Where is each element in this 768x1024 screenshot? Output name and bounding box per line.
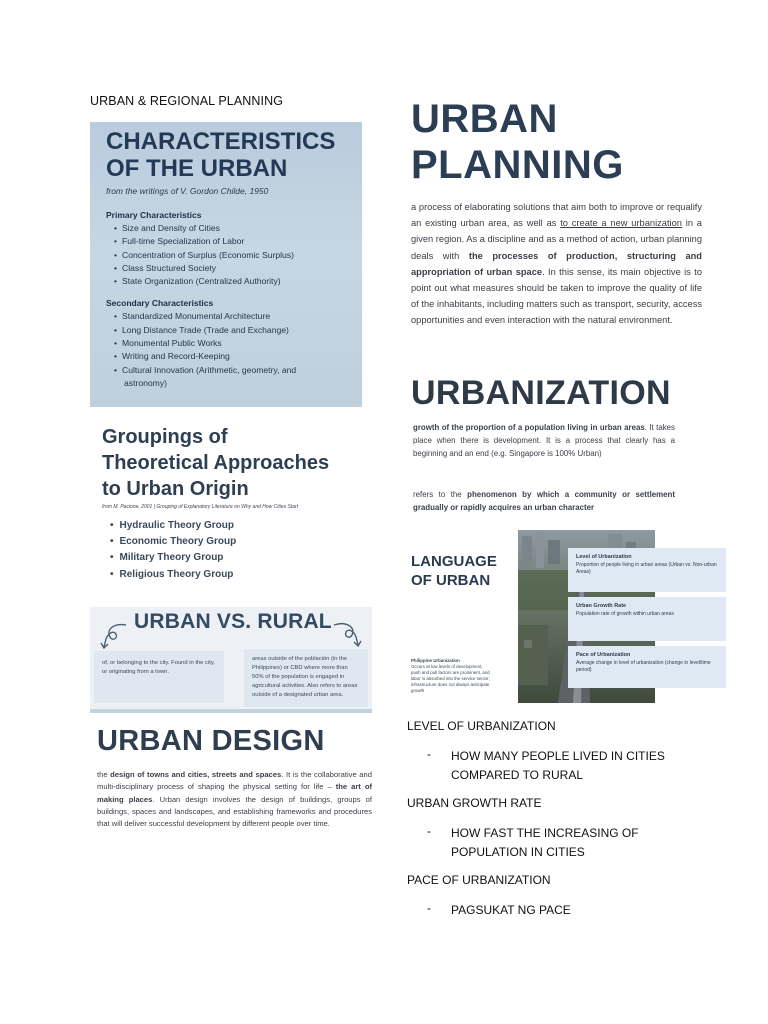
urban-definition: of, or belonging to the city. Found in the city, or originating from a town. <box>94 651 224 703</box>
language-of-urban-card <box>405 530 726 703</box>
urban-vs-rural-title: URBAN VS. RURAL <box>134 610 332 633</box>
urban-design-body: the design of towns and cities, streets and spaces. It is the collaborative and multi-disciplinary process of shaping the physical setting for life – the art of making places. Urban design involves the design of buildings, groups of buildings, spaces and landscapes, and establishing frameworks and procedures that will deliver successful development by different people over time. <box>97 770 372 829</box>
groupings-list <box>102 518 372 583</box>
characteristics-title: CHARACTERISTICS OF THE URBAN <box>106 128 336 182</box>
list-item: • Concentration of Surplus (Economic Surplus) <box>114 249 350 262</box>
urban-vs-rural-card <box>90 607 372 713</box>
level-of-urbanization-card: Level of Urbanization Proportion of people living in urban areas (Urban vs. Non-urban Areas) <box>568 548 726 592</box>
groupings-citation: from M. Pacione, 2001 | Grouping of Explanatory Literature on Why and How Cities Start <box>102 504 299 510</box>
list-item: • Monumental Public Works <box>114 337 350 350</box>
dash-bullet: - <box>427 747 431 761</box>
list-item: • Cultural Innovation (Arithmetic, geometry, and astronomy) <box>114 364 350 391</box>
list-item: • State Organization (Centralized Authority) <box>114 275 350 288</box>
note-text: PAGSUKAT NG PACE <box>451 903 571 917</box>
dash-bullet: - <box>427 901 431 915</box>
curl-arrow-right-icon <box>330 619 364 649</box>
notes-section <box>407 718 737 930</box>
urban-design-title: URBAN DESIGN <box>97 725 325 757</box>
note-item <box>407 824 737 862</box>
urbanization-title: URBANIZATION <box>411 374 671 412</box>
divider <box>90 709 372 713</box>
note-text: HOW MANY PEOPLE LIVED IN CITIES COMPARED TO RURAL <box>451 749 665 782</box>
primary-heading: Primary Characteristics <box>106 210 202 220</box>
note-text: HOW FAST THE INCREASING OF POPULATION IN CITIES <box>451 826 639 859</box>
list-item: • Size and Density of Cities <box>114 222 350 235</box>
rural-definition: areas outside of the población (in the Philippines) or CBD where more than 50% of the population is engaged in agricultural activities. Also refers to areas outside of a designated urban area. <box>244 649 368 707</box>
primary-list <box>106 222 350 288</box>
note-item <box>407 901 737 920</box>
list-item: • Class Structured Society <box>114 262 350 275</box>
secondary-heading: Secondary Characteristics <box>106 298 214 309</box>
list-item: • Religious Theory Group <box>110 567 372 583</box>
list-item: • Long Distance Trade (Trade and Exchange) <box>114 324 350 337</box>
groupings-title: Groupings of Theoretical Approaches to Urban Origin <box>102 426 330 500</box>
philippine-urbanization-note: Philippine Urbanization Occurs at low levels of development, push and pull factors are prominent, and labor is absorbed into the service sector; infrastructure does not always anticipate growth <box>411 658 490 693</box>
urban-growth-rate-card: Urban Growth Rate Population rate of growth within urban areas <box>568 597 726 641</box>
list-item: • Writing and Record-Keeping <box>114 350 350 363</box>
list-item: • Standardized Monumental Architecture <box>114 310 350 323</box>
groupings-section <box>102 424 372 583</box>
list-item: • Full-time Specialization of Labor <box>114 235 350 248</box>
note-heading: LEVEL OF URBANIZATION <box>407 719 556 733</box>
list-item: • Hydraulic Theory Group <box>110 518 372 534</box>
dash-bullet: - <box>427 824 431 838</box>
urban-planning-title: URBAN PLANNING <box>411 97 624 187</box>
curl-arrow-left-icon <box>100 621 130 651</box>
urbanization-definition: growth of the proportion of a population living in urban areas. It takes place when there is development. It is a process that clearly has a beginning and an end (e.g. Singapore is 100% Urban) <box>413 423 675 459</box>
secondary-list <box>106 310 350 390</box>
list-item: • Military Theory Group <box>110 550 372 566</box>
list-item: • Economic Theory Group <box>110 534 372 550</box>
page-header: URBAN & REGIONAL PLANNING <box>90 94 284 108</box>
note-item <box>407 747 737 785</box>
note-heading: PACE OF URBANIZATION <box>407 873 551 887</box>
pace-of-urbanization-card: Pace of Urbanization Average change in level of urbanization (change in level/time period) <box>568 646 726 688</box>
note-heading: URBAN GROWTH RATE <box>407 796 542 810</box>
urban-planning-body: a process of elaborating solutions that aim both to improve or requalify an existing urban area, as well as to create a new urbanization in a given region. As a discipline and as a method of action, urban planning deals with the processes of production, structuring and appropriation of urban space. In this sense, its main objective is to point out what measures should be taken to improve the quality of life of the inhabitants, including matters such as transport, security, access opportunities and even interaction with the natural environment. <box>411 202 703 326</box>
characteristics-card <box>90 122 362 407</box>
language-title: LANGUAGE OF URBAN <box>411 553 497 589</box>
characteristics-subtitle: from the writings of V. Gordon Childe, 1950 <box>106 186 269 196</box>
urbanization-definition-2: refers to the phenomenon by which a community or settlement gradually or rapidly acquires an urban character <box>413 490 675 513</box>
